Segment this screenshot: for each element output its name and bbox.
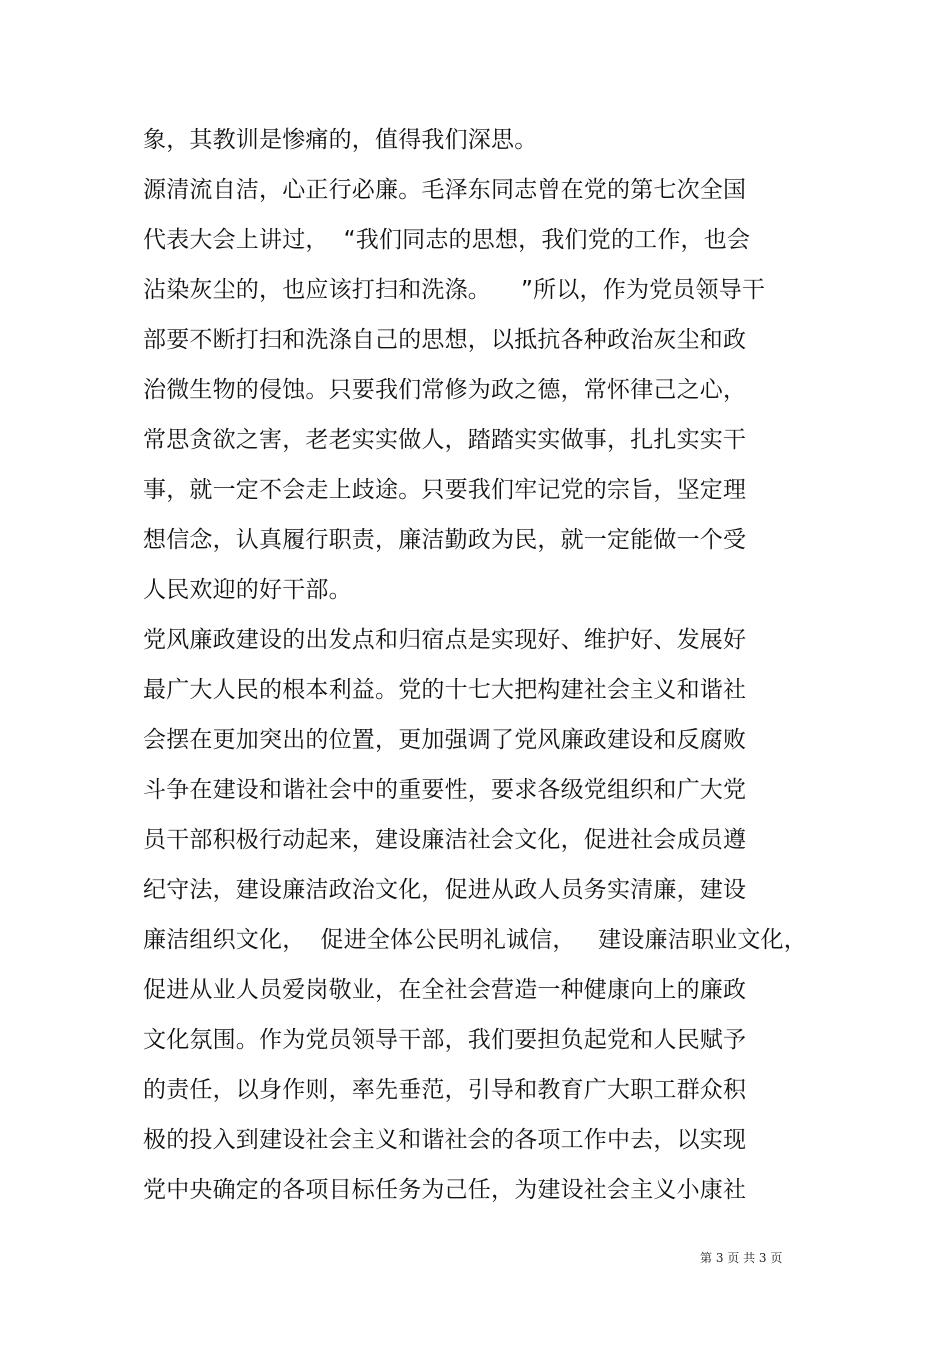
body-text-line: 的责任，以身作则，率先垂范，引导和教育广大职工群众积 bbox=[143, 1077, 747, 1103]
body-text-line: 治微生物的侵蚀。只要我们常修为政之德，常怀律己之心， bbox=[143, 377, 747, 403]
body-text-line: 常思贪欲之害，老老实实做人，踏踏实实做事，扎扎实实干 bbox=[143, 427, 747, 453]
body-text-line: 象，其教训是惨痛的，值得我们深思。 bbox=[143, 127, 538, 153]
body-text-line: 党中央确定的各项目标任务为己任，为建设社会主义小康社 bbox=[143, 1177, 747, 1203]
body-text-line: 最广大人民的根本利益。党的十七大把构建社会主义和谐社 bbox=[143, 677, 747, 703]
body-text-line: 人民欢迎的好干部。 bbox=[143, 577, 352, 603]
body-text-line: 想信念，认真履行职责，廉洁勤政为民，就一定能做一个受 bbox=[143, 527, 747, 553]
body-text-line: 源清流自洁，心正行必廉。毛泽东同志曾在党的第七次全国 bbox=[143, 177, 747, 203]
body-text-line: 部要不断打扫和洗涤自己的思想，以抵抗各种政治灰尘和政 bbox=[143, 327, 747, 353]
body-text-line: 纪守法，建设廉洁政治文化，促进从政人员务实清廉，建设 bbox=[143, 877, 747, 903]
body-text-line: 党风廉政建设的出发点和归宿点是实现好、维护好、发展好 bbox=[143, 627, 747, 653]
body-text-line: 廉洁组织文化， 促进全体公民明礼诚信， 建设廉洁职业文化， bbox=[143, 927, 807, 953]
page-number-footer: 第 3 页 共 3 页 bbox=[700, 1251, 783, 1265]
body-text-line: 极的投入到建设社会主义和谐社会的各项工作中去，以实现 bbox=[143, 1127, 747, 1153]
body-text-line: 沾染灰尘的，也应该打扫和洗涤。 ”所以，作为党员领导干 bbox=[143, 277, 766, 303]
body-text-line: 斗争在建设和谐社会中的重要性，要求各级党组织和广大党 bbox=[143, 777, 747, 803]
body-text-line: 文化氛围。作为党员领导干部，我们要担负起党和人民赋予 bbox=[143, 1027, 747, 1053]
body-text-line: 会摆在更加突出的位置，更加强调了党风廉政建设和反腐败 bbox=[143, 727, 747, 753]
body-text-line: 促进从业人员爱岗敬业，在全社会营造一种健康向上的廉政 bbox=[143, 977, 747, 1003]
body-text-line: 代表大会上讲过， “我们同志的思想，我们党的工作，也会 bbox=[143, 227, 751, 253]
body-text-line: 员干部积极行动起来，建设廉洁社会文化，促进社会成员遵 bbox=[143, 827, 747, 853]
body-text-line: 事，就一定不会走上歧途。只要我们牢记党的宗旨，坚定理 bbox=[143, 477, 747, 503]
